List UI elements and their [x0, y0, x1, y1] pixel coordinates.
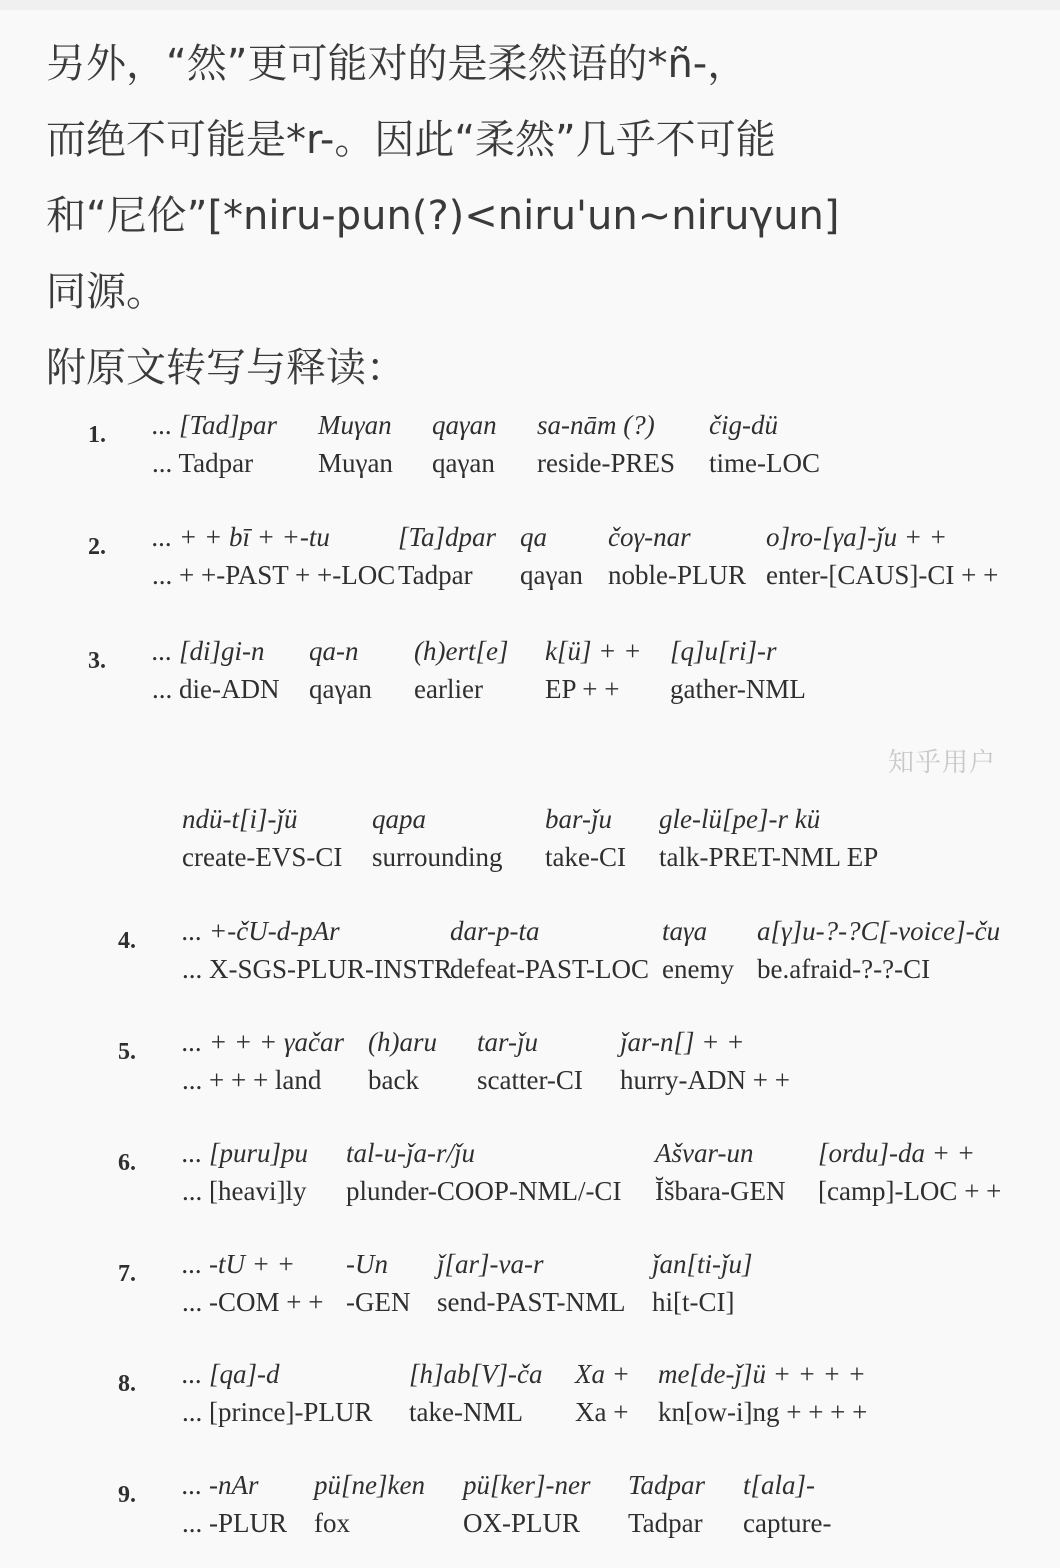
source-word: sa-nām (?) [537, 410, 655, 440]
source-word: qa-n [309, 636, 359, 666]
source-word: qa [520, 522, 547, 552]
gloss-word: ... [heavi]ly [182, 1176, 307, 1206]
source-word: tar-ǰu [477, 1027, 538, 1057]
source-word: Muγan [318, 410, 392, 440]
source-word: ǰ[ar]-va-r [437, 1249, 544, 1279]
source-word: -Un [346, 1249, 388, 1279]
source-word: ndü-t[i]-ǰü [182, 804, 298, 834]
source-word: čoγ-nar [608, 522, 691, 552]
entry-number: 6. [118, 1150, 136, 1176]
gloss-word: hurry-ADN + + [620, 1065, 790, 1095]
gloss-word: plunder-COOP-NML/-CI [346, 1176, 622, 1206]
gloss-word: surrounding [372, 842, 503, 872]
gloss-word: talk-PRET-NML EP [659, 842, 879, 872]
source-word: gle-lü[pe]-r kü [659, 804, 821, 834]
intro-line: 和“尼伦”[*niru-pun(?)<niru'un~niruγun] [46, 193, 840, 239]
source-word: me[de-ǰ]ü + + + + [658, 1359, 866, 1389]
gloss-word: earlier [414, 674, 483, 704]
source-word: ... + + bī + +-tu [152, 522, 330, 552]
gloss-word: noble-PLUR [608, 560, 746, 590]
source-word: pü[ne]ken [314, 1470, 425, 1500]
source-word: t[ala]- [743, 1470, 816, 1500]
entry-number: 9. [118, 1482, 136, 1508]
source-word: bar-ǰu [545, 804, 612, 834]
gloss-word: -GEN [346, 1287, 411, 1317]
source-word: ... -tU + + [182, 1249, 295, 1279]
gloss-word: ... + +-PAST + +-LOC [152, 560, 396, 590]
gloss-word: Xa + [575, 1397, 629, 1427]
gloss-word: take-NML [409, 1397, 523, 1427]
watermark: 知乎用户 [888, 748, 997, 778]
entry-number: 7. [118, 1261, 136, 1287]
gloss-word: ... -COM + + [182, 1287, 324, 1317]
source-word: ... [Tad]par [152, 410, 278, 440]
source-word: ... + + + γačar [182, 1027, 345, 1057]
source-word: a[γ]u-?-?C[-voice]-ču [757, 916, 1001, 946]
source-word: [q]u[ri]-r [670, 636, 777, 666]
gloss-word: Ĭšbara-GEN [655, 1176, 786, 1206]
source-word: tal-u-ǰa-r/ǰu [346, 1138, 475, 1168]
source-word: qapa [372, 804, 426, 834]
source-word: ... [di]gi-n [152, 636, 265, 666]
source-word: ... +-čU-d-pAr [182, 916, 340, 946]
source-word: ... -nAr [182, 1470, 259, 1500]
gloss-word: take-CI [545, 842, 626, 872]
gloss-word: Muγan [318, 448, 393, 478]
gloss-word: hi[t-CI] [652, 1287, 735, 1317]
gloss-word: be.afraid-?-?-CI [757, 954, 931, 984]
source-word: dar-p-ta [450, 916, 540, 946]
source-word: taγa [662, 916, 708, 946]
gloss-word: send-PAST-NML [437, 1287, 626, 1317]
intro-line: 附原文转写与释读： [46, 345, 406, 391]
gloss-word: enter-[CAUS]-CI + + [766, 560, 999, 590]
source-word: (h)aru [368, 1027, 437, 1057]
gloss-word: fox [314, 1508, 350, 1538]
gloss-word: ... X-SGS-PLUR-INSTR [182, 954, 453, 984]
gloss-word: qaγan [309, 674, 372, 704]
gloss-word: back [368, 1065, 419, 1095]
gloss-word: OX-PLUR [463, 1508, 581, 1538]
source-word: ... [puru]pu [182, 1138, 309, 1168]
top-divider [0, 0, 1060, 10]
gloss-word: ... Tadpar [152, 448, 254, 478]
source-word: [Ta]dpar [398, 522, 497, 552]
source-word: pü[ker]-ner [463, 1470, 591, 1500]
source-word: Ašvar-un [655, 1138, 754, 1168]
gloss-word: [camp]-LOC + + [818, 1176, 1002, 1206]
entry-number: 1. [88, 422, 106, 448]
source-word: (h)ert[e] [414, 636, 509, 666]
entry-number: 3. [88, 648, 106, 674]
gloss-word: scatter-CI [477, 1065, 583, 1095]
source-word: [h]ab[V]-ča [409, 1359, 543, 1389]
source-word: čig-dü [709, 410, 778, 440]
entry-number: 2. [88, 534, 106, 560]
gloss-word: capture- [743, 1508, 832, 1538]
source-word: [ordu]-da + + [818, 1138, 975, 1168]
intro-line: 而绝不可能是*r-。因此“柔然”几乎不可能 [46, 117, 776, 163]
entry-number: 5. [118, 1039, 136, 1065]
gloss-word: EP + + [545, 674, 620, 704]
gloss-word: ... -PLUR [182, 1508, 288, 1538]
intro-line: 同源。 [46, 269, 166, 315]
source-word: o]ro-[γa]-ǰu + + [766, 522, 948, 552]
gloss-word: qaγan [432, 448, 495, 478]
gloss-word: Tadpar [398, 560, 473, 590]
entry-number: 8. [118, 1371, 136, 1397]
entry-number: 4. [118, 928, 136, 954]
gloss-word: ... die-ADN [152, 674, 280, 704]
source-word: ... [qa]-d [182, 1359, 280, 1389]
source-word: ǰan[ti-ǰu] [652, 1249, 753, 1279]
source-word: Tadpar [628, 1470, 706, 1500]
gloss-word: reside-PRES [537, 448, 675, 478]
gloss-word: enemy [662, 954, 734, 984]
gloss-word: ... [prince]-PLUR [182, 1397, 373, 1427]
source-word: Xa + [575, 1359, 630, 1389]
gloss-word: ... + + + land [182, 1065, 322, 1095]
gloss-word: Tadpar [628, 1508, 703, 1538]
gloss-word: defeat-PAST-LOC [450, 954, 649, 984]
gloss-word: time-LOC [709, 448, 820, 478]
source-word: k[ü] + + [545, 636, 642, 666]
gloss-word: qaγan [520, 560, 583, 590]
source-word: qaγan [432, 410, 497, 440]
gloss-word: gather-NML [670, 674, 806, 704]
gloss-word: kn[ow-i]ng + + + + [658, 1397, 868, 1427]
intro-paragraph [46, 26, 1036, 406]
intro-line: 另外，“然”更可能对的是柔然语的*ñ-， [46, 41, 748, 87]
gloss-word: create-EVS-CI [182, 842, 343, 872]
source-word: ǰar-n[] + + [620, 1027, 745, 1057]
